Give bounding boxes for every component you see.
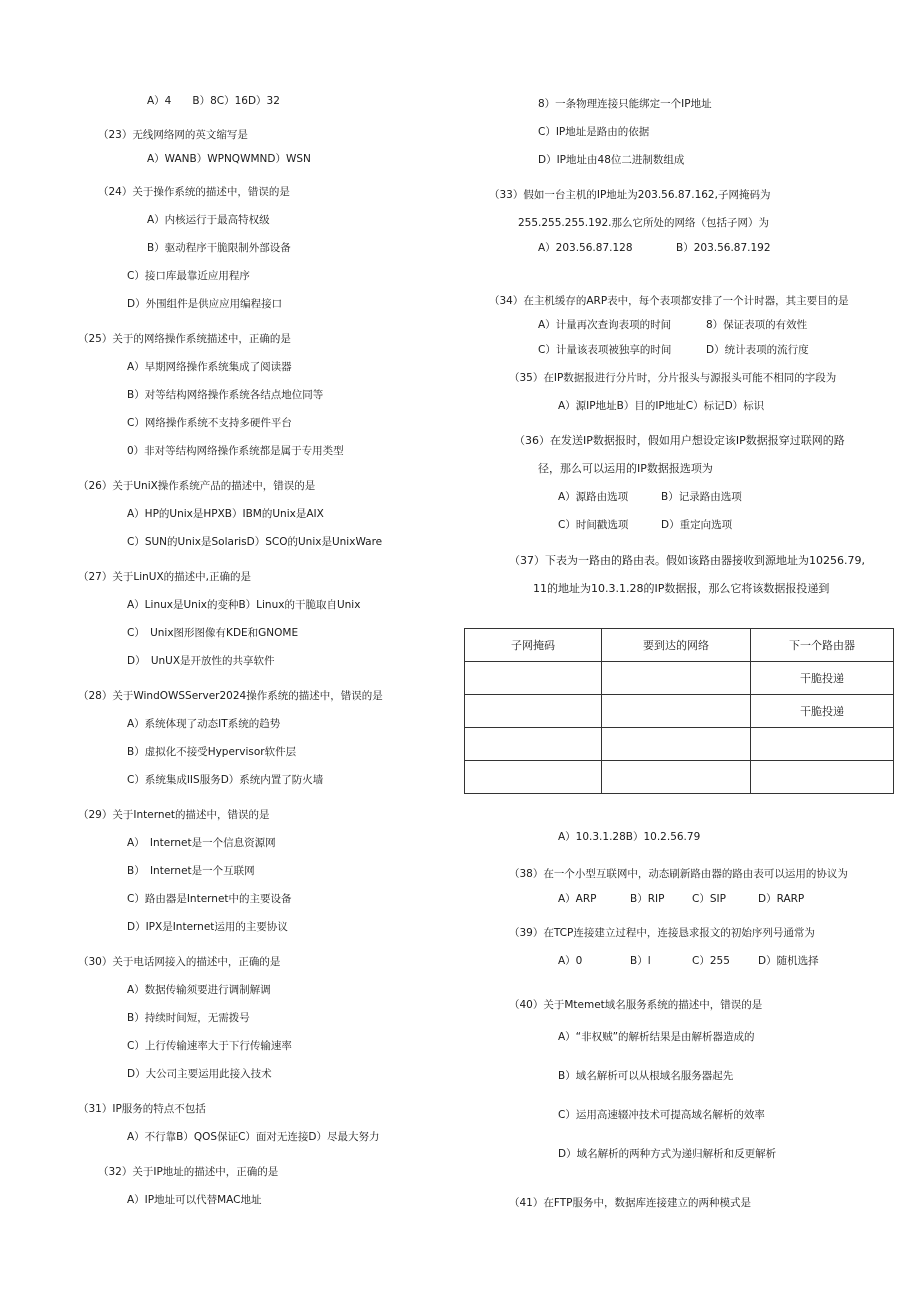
q26-options-cd: C）SUN的Unix是SolarisD）SCO的Unix是UnixWare [127,536,383,548]
q39-option-a: A）0 [558,955,583,967]
q30-option-b: B）持续时间短，无需拨号 [127,1012,250,1024]
table-cell: 干脆投递 [751,662,894,695]
q40-option-b: B）域名解析可以从根域名服务器起先 [558,1070,734,1082]
q29-option-c: C）路由器是Internet中的主要设备 [127,893,292,905]
q25-option-c: C）网络操作系统不支持多硬件平台 [127,417,292,429]
q40-option-c: C）运用高速辍冲技术可提高域名解析的效率 [558,1109,765,1121]
q23-options: A）WANB）WPNQWMND）WSN [147,153,311,165]
q41-stem: （41）在FTP服务中，数据库连接建立的两种模式是 [509,1197,751,1209]
q24-stem: （24）关于操作系统的描述中，错误的是 [98,186,290,198]
table-row [465,761,894,794]
q24-option-c: C）接口库最靠近应用程序 [127,270,250,282]
table-row [465,662,894,695]
q38-option-c: C）SIP [692,893,726,905]
q30-stem: （30）关于电话网接入的描述中，正确的是 [78,956,281,968]
q28-option-a: A）系统体现了动态IT系统的趋势 [127,718,281,730]
table-cell [602,662,751,695]
q34-option-a: A）计量再次查询表项的时间 [538,319,672,331]
q36-stem-line1: （36）在发送IP数据报时，假如用户想设定该IP数据报穿过联网的路 [514,434,845,447]
q39-stem: （39）在TCP连接建立过程中，连接恳求报文的初始序列号通常为 [509,927,815,939]
table-cell [602,728,751,761]
q26-options-ab: A）HP的Unix是HPXB）IBM的Unix是AIX [127,508,324,520]
table-cell [602,761,751,794]
q28-options-cd: C）系统集成IIS服务D）系统内置了防火墙 [127,774,324,786]
q29-stem: （29）关于Internet的描述中，错误的是 [78,809,270,821]
q32-option-d: D）IP地址由48位二进制数组成 [538,154,685,166]
q27-stem: （27）关于LinUX的描述中,正确的是 [78,571,251,583]
q28-stem: （28）关于WindOWSServer2024操作系统的描述中，错误的是 [78,690,383,702]
table-cell [751,761,894,794]
header-subnet-mask: 子网掩码 [465,629,602,662]
q39-option-b: B）l [630,955,651,967]
q25-option-d: 0）非对等结构网络操作系统都是属于专用类型 [127,445,344,457]
table-header-row [465,629,894,662]
q31-stem: （31）IP服务的特点不包括 [78,1103,206,1115]
table-cell [465,695,602,728]
q28-option-b: B）虚拟化不接受Hypervisor软件层 [127,746,297,758]
q27-option-c: C） Unix图形图像有KDE和GNOME [127,627,299,639]
q31-options: A）不行靠B）QOS保证C）面对无连接D）尽最大努力 [127,1131,380,1143]
q32-option-c: C）IP地址是路由的依据 [538,126,650,138]
q39-option-c: C）255 [692,955,730,967]
q23-stem: （23）无线网络网的英文缩写是 [98,129,248,141]
q38-option-b: B）RIP [630,893,665,905]
q34-option-d: D）统计表项的流行度 [706,344,809,356]
q30-option-d: D）大公司主要运用此接入技术 [127,1068,272,1080]
q37-stem-line2: 11的地址为10.3.1.28的IP数据报，那么它将该数据报投递到 [533,582,830,595]
q37-options: A）10.3.1.28B）10.2.56.79 [558,831,701,843]
q33-stem-line1: （33）假如一台主机的IP地址为203.56.87.162,子网掩码为 [489,189,771,201]
q30-option-c: C）上行传输速率大于下行传输速率 [127,1040,292,1052]
header-destination-network: 要到达的网络 [602,629,751,662]
q32-option-a: A）IP地址可以代替MAC地址 [127,1194,262,1206]
q29-option-a: A） Internet是一个信息资源网 [127,837,276,849]
table-row [465,728,894,761]
q27-option-d: D） UnUX是开放性的共享软件 [127,655,275,667]
table-cell [465,761,602,794]
routing-table [464,628,894,794]
q34-option-c: C）计量该表项被独享的时间 [538,344,672,356]
q40-option-d: D）域名解析的两种方式为递归解析和反更解析 [558,1148,777,1160]
q24-option-a: A）内核运行于最高特权级 [147,214,270,226]
q35-stem: （35）在IP数据报进行分片时，分片报头与源报头可能不相同的字段为 [509,372,837,384]
header-next-router: 下一个路由器 [751,629,894,662]
q39-option-d: D）随机选择 [758,955,819,967]
q34-stem: （34）在主机缓存的ARP表中，每个表项都安排了一个计时器，其主要目的是 [489,295,849,307]
q36-stem-line2: 径，那么可以运用的IP数据报选项为 [538,462,713,475]
table-cell [602,695,751,728]
table-cell: 干脆投递 [751,695,894,728]
q40-stem: （40）关于Mtemet域名服务系统的描述中，错误的是 [509,999,763,1011]
table-row [465,695,894,728]
q30-option-a: A）数据传输须要进行调制解调 [127,984,271,996]
table-cell [465,728,602,761]
q29-option-b: B） Internet是一个互联网 [127,865,255,877]
q36-option-c: C）时间戳选项 [558,519,629,531]
q36-option-d: D）重定向选项 [661,519,733,531]
q33-option-a: A）203.56.87.128 [538,242,633,254]
q32-stem: （32）关于IP地址的描述中，正确的是 [98,1166,279,1178]
q38-option-d: D）RARP [758,893,805,905]
q34-option-b: 8）保证表项的有效性 [706,319,808,331]
q25-stem: （25）关于的网络操作系统描述中，正确的是 [78,333,291,345]
q37-stem-line1: （37）下表为一路由的路由表。假如该路由器接收到源地址为10256.79, [509,554,865,567]
q33-stem-line2: 255.255.255.192.那么它所处的网络（包括子网）为 [518,217,770,229]
q25-option-a: A）早期网络操作系统集成了阅读器 [127,361,292,373]
q22-options: A）4 B）8C）16D）32 [147,95,280,107]
q32-option-b: 8）一条物理连接只能绑定一个IP地址 [538,98,712,110]
q29-option-d: D）IPX是Internet运用的主要协议 [127,921,288,933]
q38-stem: （38）在一个小型互联网中，动态刷新路由器的路由表可以运用的协议为 [509,868,848,880]
q35-options: A）源IP地址B）目的IP地址C）标记D）标识 [558,400,765,412]
q40-option-a: A）“非权贼”的解析结果是由解析器造成的 [558,1031,755,1043]
q38-option-a: A）ARP [558,893,597,905]
q36-option-a: A）源路由选项 [558,491,629,503]
q25-option-b: B）对等结构网络操作系统各结点地位同等 [127,389,324,401]
q36-option-b: B）记录路由选项 [661,491,742,503]
table-cell [465,662,602,695]
q26-stem: （26）关于UniX操作系统产品的描述中，错误的是 [78,480,316,492]
q24-option-b: B）驱动程序干脆限制外部设备 [147,242,291,254]
q33-option-b: B）203.56.87.192 [676,242,771,254]
q24-option-d: D）外围组件是供应应用编程接口 [127,298,283,310]
table-cell [751,728,894,761]
q27-options-ab: A）Linux是Unix的变种B）Linux的干脆取自Unix [127,599,361,611]
